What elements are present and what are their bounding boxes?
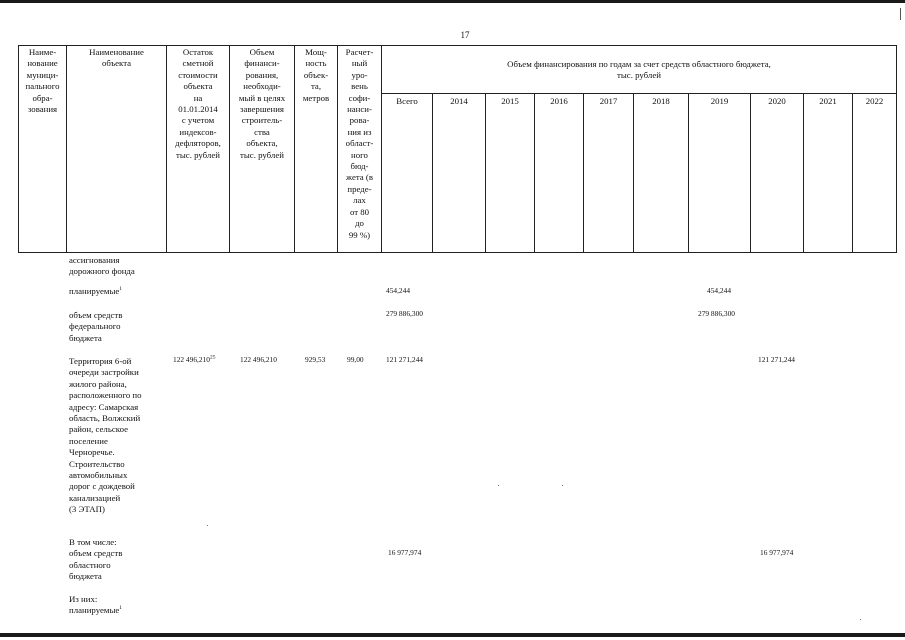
header-capacity: Мощ- ность объек- та, метров	[302, 47, 330, 103]
row-federal-total: 279 886,300	[386, 309, 423, 318]
row-territory-capacity: 929,53	[305, 355, 326, 364]
header-financing-volume: Объем финанси- рования, необходи- мый в целях завершения строитель- ства объекта, тыс. рублей	[238, 47, 286, 160]
header-top-border	[18, 45, 897, 46]
row-territory-label: Территория 6-ой очереди застройки жилого района, расположенного по адресу: Самарская область, Волжский район, сельское поселение Черноречье. Строительство автомобильных дорог с дождевой канализацией (3 ЭТАП)	[69, 356, 142, 515]
row-territory-financing-volume: 122 496,210	[240, 355, 277, 364]
scan-edge-bottom	[0, 633, 905, 637]
col-line	[750, 93, 751, 253]
row-territory-remaining-cost: 122 496,210$^{25}$	[173, 354, 216, 364]
header-year: 2015	[501, 96, 519, 106]
footnote-mark: 1	[119, 286, 123, 293]
scan-speck	[498, 485, 499, 486]
row-planned-label: планируемые$^1$	[69, 286, 123, 296]
col-line	[896, 45, 897, 253]
scan-mark	[900, 8, 901, 20]
col-line	[852, 93, 853, 253]
col-line	[66, 45, 67, 253]
col-line	[534, 93, 535, 253]
row-regional-total: 16 977,974	[388, 548, 422, 557]
row-of-which-label: Из них: планируемые$^1$	[69, 594, 123, 616]
col-line	[485, 93, 486, 253]
row-regional-2020: 16 977,974	[760, 548, 794, 557]
row-road-fund-label: ассигнования дорожного фонда	[69, 255, 135, 277]
header-year: 2020	[768, 96, 786, 106]
row-territory-total: 121 271,244	[386, 355, 423, 364]
footnote-mark: 1	[119, 605, 123, 612]
row-planned-2019: 454,244	[707, 286, 732, 295]
header-year: 2018	[652, 96, 670, 106]
scan-speck	[860, 619, 861, 620]
header-year: 2021	[819, 96, 837, 106]
col-line	[432, 93, 433, 253]
header-year: 2016	[550, 96, 568, 106]
header-bottom-border	[18, 252, 897, 253]
header-cofinancing: Расчет- ный уро- вень софи- нанси- рова- ния из област- ного бюд- жета (в преде- лах от 80 до 99 %)	[345, 47, 374, 240]
row-federal-2019: 279 886,300	[698, 309, 735, 318]
col-line	[583, 93, 584, 253]
header-municipality: Наиме- нование муници- пального обра- зования	[25, 47, 60, 115]
scan-edge-top	[0, 0, 905, 3]
col-line	[633, 93, 634, 253]
page-number: 17	[460, 30, 470, 40]
row-planned-total: 454,244	[386, 286, 411, 295]
header-financing-group: Объем финансирования по годам за счет средств областного бюджета, тыс. рублей	[507, 59, 771, 81]
header-year: 2022	[865, 96, 884, 106]
row-regional-label: В том числе: объем средств областного бюджета	[69, 537, 123, 582]
header-total: Всего	[396, 96, 418, 106]
header-year: 2017	[599, 96, 618, 106]
header-year: 2014	[450, 96, 468, 106]
row-territory-cofinancing: 99,00	[347, 355, 364, 364]
row-federal-label: объем средств федерального бюджета	[69, 310, 123, 343]
header-remaining-cost: Остаток сметной стоимости объекта на 01.01.2014 с учетом индексов- дефляторов, тыс. рублей	[175, 47, 221, 160]
header-year: 2019	[710, 96, 729, 106]
scan-speck	[562, 485, 563, 486]
header-group-divider	[381, 93, 897, 94]
row-territory-2020: 121 271,244	[758, 355, 795, 364]
footnote-mark: 25	[209, 354, 216, 361]
col-line	[688, 93, 689, 253]
header-object-name: Наименование объекта	[89, 47, 144, 69]
col-line	[803, 93, 804, 253]
scan-speck	[207, 525, 208, 526]
